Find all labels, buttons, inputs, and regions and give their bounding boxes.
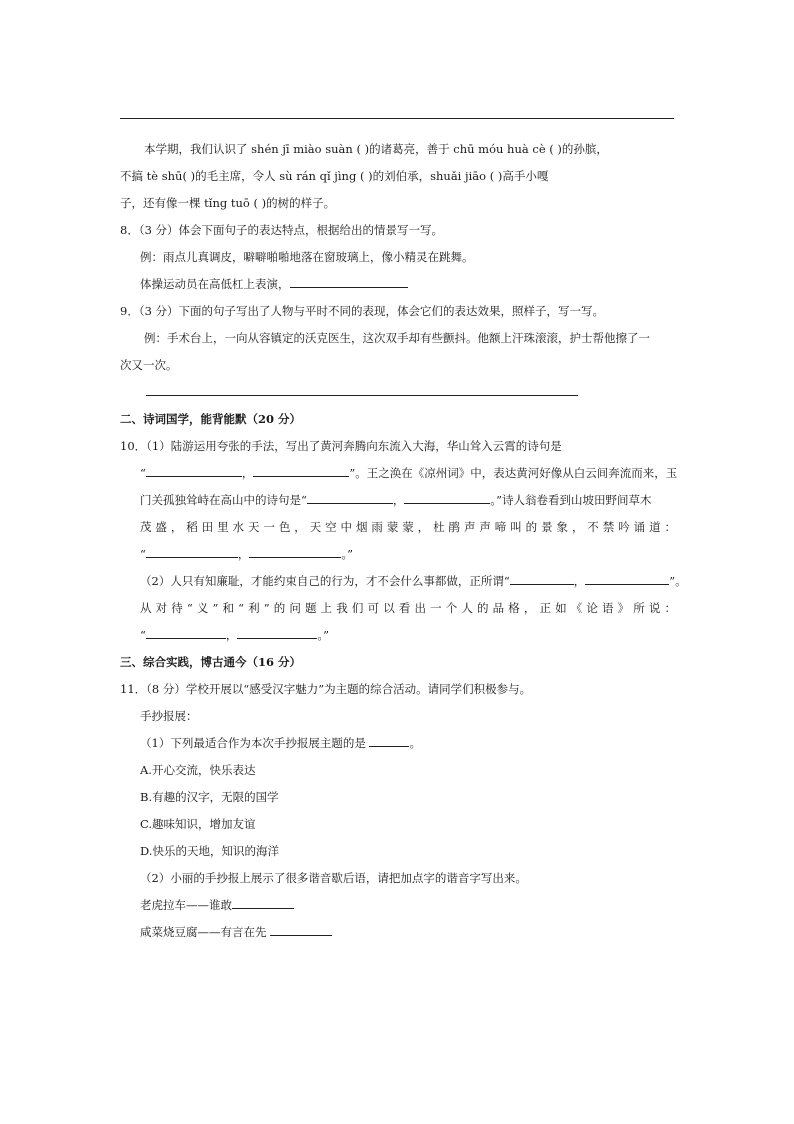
q10-blank-7[interactable]	[510, 571, 574, 585]
option-a: A.开心交流，快乐表达	[140, 763, 256, 777]
xiehouyu-1: 老虎拉车——谁敢	[140, 898, 232, 912]
quote-close: ”。	[669, 574, 687, 588]
intro-line-3: 子，还有像一棵 tǐng tuō ( )的树的样子。	[120, 196, 336, 210]
option-c: C.趣味知识，增加友谊	[140, 817, 256, 831]
q10-blank-4[interactable]	[404, 490, 490, 504]
q11-subtitle: 手抄报展：	[140, 709, 198, 723]
xiehouyu-2: 咸菜烧豆腐——有言在先	[140, 925, 267, 939]
comma: ，	[392, 493, 405, 507]
q9-example-1: 例：手术台上，一向从容镇定的沃克医生，这次双手却有些颤抖。他额上汗珠滚滚，护士帮他擦了一	[144, 331, 650, 345]
q10-p1-line-2-text: ”。王之涣在《凉州词》中，表达黄河好像从白云间奔流而来，玉	[349, 466, 678, 480]
comma: ，	[573, 574, 586, 588]
q10-p1-line-5	[120, 541, 676, 568]
option-b: B.有趣的汉字，无限的国学	[140, 790, 279, 804]
q11-stem: 11．（8 分）学校开展以“感受汉字魅力”为主题的综合活动。请同学们积极参与。	[120, 682, 532, 696]
intro-line-1: 本学期，我们认识了 shén jī miào suàn ( )的诸葛亮，善于 chū móu huà cè ( )的孙膑，	[144, 142, 608, 156]
q10-blank-8[interactable]	[585, 571, 669, 585]
q10-p1-line-3-end: 。”诗人翁卷看到山坡田野间草木	[490, 493, 652, 507]
q10-p1-line-4: 茂盛，稻田里水天一色，天空中烟雨蒙蒙，杜鹃声声啼叫的景象，不禁吟诵道：	[140, 520, 676, 534]
header-rule	[120, 118, 674, 119]
q8-prompt-line	[120, 271, 676, 298]
comma: ，	[237, 547, 250, 561]
q10-blank-2[interactable]	[253, 463, 349, 477]
period: 。	[409, 736, 421, 750]
quote-open: “	[140, 466, 146, 480]
q10-blank-1[interactable]	[146, 463, 242, 477]
option-d: D.快乐的天地，知识的海洋	[140, 844, 279, 858]
q10-blank-10[interactable]	[237, 625, 317, 639]
q10-p2-line-1	[120, 568, 687, 595]
comma: ，	[241, 466, 254, 480]
q10-p2-line-3	[120, 622, 676, 649]
page-content	[120, 136, 687, 946]
quote-close: 。”	[341, 547, 354, 561]
q10-p1-line-3-text: 门关孤独耸峙在高山中的诗句是“	[140, 493, 307, 507]
xiehouyu-1-blank[interactable]	[232, 895, 294, 909]
quote-open: “	[140, 547, 146, 561]
q9-answer-line[interactable]	[146, 395, 578, 396]
q9-answer-row	[120, 379, 676, 406]
comma: ，	[225, 628, 238, 642]
q10-blank-6[interactable]	[249, 544, 341, 558]
q8-stem: 8．（3 分）体会下面句子的表达特点，根据给出的情景写一写。	[120, 223, 444, 237]
q11-part1	[120, 730, 676, 757]
q11-part1-blank[interactable]	[369, 733, 409, 747]
section2-heading: 二、诗词国学，能背能默（20 分）	[120, 412, 302, 426]
section3-heading: 三、综合实践，博古通今（16 分）	[120, 655, 302, 669]
intro-line-2: 不搞 tè shū( )的毛主席，令人 sù rán qǐ jìng ( )的刘伯承，shuǎi jiāo ( )高手小嘎	[120, 169, 549, 183]
q8-example: 例：雨点儿真调皮，噼噼啪啪地落在窗玻璃上，像小精灵在跳舞。	[140, 250, 474, 264]
q11-part1-text: （1）下列最适合作为本次手抄报展主题的是	[140, 736, 366, 750]
quote-close: 。”	[317, 628, 330, 642]
q10-blank-5[interactable]	[146, 544, 238, 558]
quote-open: “	[140, 628, 146, 642]
q8-answer-blank[interactable]	[290, 274, 408, 288]
q10-blank-3[interactable]	[307, 490, 393, 504]
q9-stem: 9．（3 分）下面的句子写出了人物与平时不同的表现，体会它们的表达效果，照样子，写一写。	[120, 304, 605, 318]
q10-p2-line-1-text: （2）人只有知廉耻，才能约束自己的行为，才不会什么事都做，正所谓“	[140, 574, 510, 588]
q10-p1-line-2	[120, 460, 676, 487]
xiehouyu-2-line	[120, 919, 676, 946]
q11-part2: （2）小丽的手抄报上展示了很多谐音歇后语，请把加点字的谐音字写出来。	[140, 871, 527, 885]
q8-prompt: 体操运动员在高低杠上表演，	[140, 277, 290, 291]
q10-p2-line-2: 从对待“义”和“利”的问题上我们可以看出一个人的品格，正如《论语》所说：	[140, 601, 676, 615]
q9-example-2: 次又一次。	[120, 358, 178, 372]
q10-blank-9[interactable]	[146, 625, 226, 639]
xiehouyu-2-blank[interactable]	[270, 922, 332, 936]
q10-p1-line-1: 10．（1）陆游运用夸张的手法，写出了黄河奔腾向东流入大海，华山耸入云霄的诗句是	[120, 439, 562, 453]
q10-p1-line-3	[120, 487, 676, 514]
xiehouyu-1-line	[120, 892, 676, 919]
